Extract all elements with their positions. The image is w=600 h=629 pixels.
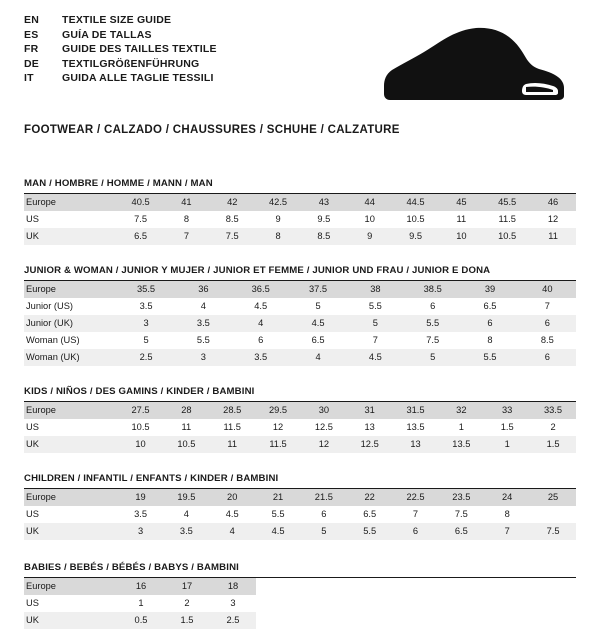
cell: 44.5 [393, 194, 439, 211]
cell: 44 [347, 194, 393, 211]
cell: 29.5 [255, 402, 301, 419]
table-row [24, 578, 256, 595]
row-label: Woman (US) [24, 332, 117, 349]
section-kids [24, 386, 576, 453]
table-row [24, 523, 576, 540]
cell: 21 [255, 489, 301, 506]
section-children [24, 473, 576, 540]
row-label: US [24, 211, 118, 228]
cell: 4.5 [255, 523, 301, 540]
cell: 28 [163, 402, 209, 419]
cell: 38.5 [404, 281, 461, 298]
language-row [24, 43, 217, 58]
table-row [24, 228, 576, 245]
language-row [24, 72, 217, 87]
cell: 5 [347, 315, 404, 332]
cell: 27.5 [118, 402, 164, 419]
cell: 13 [347, 419, 393, 436]
cell: 19 [118, 489, 164, 506]
cell: 8 [255, 228, 301, 245]
cell: 3 [118, 523, 164, 540]
cell: 8 [164, 211, 210, 228]
cell: 6.5 [118, 228, 164, 245]
cell: 8.5 [301, 228, 347, 245]
cell: 4.5 [347, 349, 404, 366]
cell: 1 [484, 436, 530, 453]
cell: 12.5 [347, 436, 393, 453]
cell: 6 [301, 506, 347, 523]
table-row [24, 349, 576, 366]
cell: 39 [461, 281, 518, 298]
cell: 4.5 [232, 298, 289, 315]
table-row [24, 612, 256, 629]
row-label: Europe [24, 281, 117, 298]
row-label: US [24, 595, 118, 612]
cell: 19.5 [163, 489, 209, 506]
size-table-children [24, 489, 576, 540]
cell: 3.5 [232, 349, 289, 366]
cell: 46 [530, 194, 576, 211]
section-babies [24, 562, 576, 629]
cell: 1.5 [164, 612, 210, 629]
cell: 12 [301, 436, 347, 453]
cell: 35.5 [117, 281, 174, 298]
table-row [24, 281, 576, 298]
cell: 5.5 [255, 506, 301, 523]
language-title: GUIDA ALLE TAGLIE TESSILI [62, 72, 214, 84]
row-label: Junior (US) [24, 298, 117, 315]
cell: 13.5 [393, 419, 439, 436]
table-row [24, 315, 576, 332]
language-code: DE [24, 57, 39, 70]
cell: 1.5 [484, 419, 530, 436]
cell: 6 [519, 315, 576, 332]
language-code: ES [24, 28, 39, 41]
cell: 11.5 [209, 419, 255, 436]
section-title: JUNIOR & WOMAN / JUNIOR Y MUJER / JUNIOR ET FEMME / JUNIOR UND FRAU / JUNIOR E DONA [24, 265, 576, 281]
cell: 5 [117, 332, 174, 349]
section-man [24, 178, 576, 245]
cell: 10 [438, 228, 484, 245]
cell: 7 [164, 228, 210, 245]
cell: 42.5 [255, 194, 301, 211]
language-title: TEXTILE SIZE GUIDE [62, 14, 172, 26]
cell: 8.5 [519, 332, 576, 349]
section-junior-woman [24, 265, 576, 366]
size-table-junior-woman [24, 281, 576, 366]
language-title: GUIDE DES TAILLES TEXTILE [62, 43, 217, 55]
cell: 36.5 [232, 281, 289, 298]
size-table-babies [24, 578, 256, 629]
cell: 45 [438, 194, 484, 211]
cell: 10.5 [484, 228, 530, 245]
cell: 6 [404, 298, 461, 315]
cell: 22.5 [393, 489, 439, 506]
cell: 2 [530, 419, 576, 436]
cell: 5 [301, 523, 347, 540]
cell: 3.5 [117, 298, 174, 315]
language-title-list [24, 14, 217, 87]
row-label: US [24, 419, 118, 436]
cell: 7 [484, 523, 530, 540]
row-label: Europe [24, 489, 118, 506]
cell: 11.5 [255, 436, 301, 453]
cell: 5.5 [175, 332, 232, 349]
cell: 3 [210, 595, 256, 612]
cell: 5.5 [461, 349, 518, 366]
cell: 18 [210, 578, 256, 595]
cell: 4 [289, 349, 346, 366]
row-label: Woman (UK) [24, 349, 117, 366]
cell: 4.5 [289, 315, 346, 332]
cell: 3.5 [175, 315, 232, 332]
cell: 3.5 [163, 523, 209, 540]
cell: 9 [347, 228, 393, 245]
cell: 9.5 [393, 228, 439, 245]
cell: 41 [164, 194, 210, 211]
cell: 23.5 [438, 489, 484, 506]
language-code: EN [24, 14, 39, 26]
cell: 12 [530, 211, 576, 228]
cell: 10.5 [163, 436, 209, 453]
cell: 3 [117, 315, 174, 332]
section-title: MAN / HOMBRE / HOMME / MANN / MAN [24, 178, 576, 194]
cell: 4 [232, 315, 289, 332]
cell: 6 [519, 349, 576, 366]
cell: 8 [461, 332, 518, 349]
cell: 11 [438, 211, 484, 228]
language-title: GUÍA DE TALLAS [62, 28, 152, 41]
cell: 31.5 [393, 402, 439, 419]
cell [530, 506, 576, 523]
cell: 6 [461, 315, 518, 332]
cell: 40.5 [118, 194, 164, 211]
cell: 1 [438, 419, 484, 436]
table-row [24, 489, 576, 506]
cell: 7 [519, 298, 576, 315]
row-label: Europe [24, 578, 118, 595]
cell: 1.5 [530, 436, 576, 453]
language-row [24, 58, 217, 73]
cell: 33.5 [530, 402, 576, 419]
cell: 2 [164, 595, 210, 612]
cell: 28.5 [209, 402, 255, 419]
cell: 2.5 [117, 349, 174, 366]
cell: 6 [393, 523, 439, 540]
cell: 21.5 [301, 489, 347, 506]
table-row [24, 332, 576, 349]
cell: 1 [118, 595, 164, 612]
table-row [24, 419, 576, 436]
table-row [24, 298, 576, 315]
cell: 11 [530, 228, 576, 245]
section-title: KIDS / NIÑOS / DES GAMINS / KINDER / BAMBINI [24, 386, 576, 402]
cell: 3 [175, 349, 232, 366]
cell: 6.5 [289, 332, 346, 349]
cell: 6.5 [461, 298, 518, 315]
cell: 13.5 [438, 436, 484, 453]
cell: 4.5 [209, 506, 255, 523]
row-label: UK [24, 612, 118, 629]
cell: 8 [484, 506, 530, 523]
cell: 4 [209, 523, 255, 540]
cell: 37.5 [289, 281, 346, 298]
row-label: UK [24, 228, 118, 245]
row-label: Junior (UK) [24, 315, 117, 332]
size-table-kids [24, 402, 576, 453]
document-header [24, 14, 576, 110]
cell: 17 [164, 578, 210, 595]
cell: 8.5 [209, 211, 255, 228]
cell: 45.5 [484, 194, 530, 211]
cell: 11 [209, 436, 255, 453]
cell: 5.5 [347, 298, 404, 315]
table-row [24, 436, 576, 453]
cell: 10 [347, 211, 393, 228]
cell: 10 [118, 436, 164, 453]
cell: 6.5 [347, 506, 393, 523]
cell: 9.5 [301, 211, 347, 228]
cell: 4 [175, 298, 232, 315]
cell: 9 [255, 211, 301, 228]
cell: 25 [530, 489, 576, 506]
cell: 30 [301, 402, 347, 419]
cell: 43 [301, 194, 347, 211]
cell: 0.5 [118, 612, 164, 629]
language-code: IT [24, 72, 34, 84]
cell: 5.5 [404, 315, 461, 332]
cell: 7.5 [530, 523, 576, 540]
dress-shoe-icon [376, 24, 566, 110]
table-row [24, 194, 576, 211]
language-row [24, 29, 217, 44]
cell: 32 [438, 402, 484, 419]
cell: 33 [484, 402, 530, 419]
language-title: TEXTILGRÖßENFÜHRUNG [62, 57, 200, 70]
row-label: UK [24, 523, 118, 540]
table-row [24, 402, 576, 419]
section-title: CHILDREN / INFANTIL / ENFANTS / KINDER / BAMBINI [24, 473, 576, 489]
cell: 11 [163, 419, 209, 436]
section-title: BABIES / BEBÉS / BÉBÉS / BABYS / BAMBINI [24, 562, 576, 578]
cell: 10.5 [393, 211, 439, 228]
cell: 7.5 [209, 228, 255, 245]
cell: 7 [393, 506, 439, 523]
language-title-list-body [24, 14, 217, 87]
cell: 6.5 [438, 523, 484, 540]
table-row [24, 506, 576, 523]
cell: 40 [519, 281, 576, 298]
row-label: US [24, 506, 118, 523]
language-code: FR [24, 43, 39, 55]
cell: 31 [347, 402, 393, 419]
cell: 42 [209, 194, 255, 211]
cell: 22 [347, 489, 393, 506]
cell: 5 [289, 298, 346, 315]
cell: 20 [209, 489, 255, 506]
cell: 12.5 [301, 419, 347, 436]
cell: 7.5 [118, 211, 164, 228]
row-label: UK [24, 436, 118, 453]
cell: 2.5 [210, 612, 256, 629]
cell: 24 [484, 489, 530, 506]
cell: 38 [347, 281, 404, 298]
cell: 3.5 [118, 506, 164, 523]
cell: 4 [163, 506, 209, 523]
cell: 36 [175, 281, 232, 298]
cell: 6 [232, 332, 289, 349]
cell: 12 [255, 419, 301, 436]
cell: 10.5 [118, 419, 164, 436]
cell: 7.5 [404, 332, 461, 349]
cell: 16 [118, 578, 164, 595]
cell: 7.5 [438, 506, 484, 523]
language-row [24, 14, 217, 29]
page-title: FOOTWEAR / CALZADO / CHAUSSURES / SCHUHE / CALZATURE [24, 124, 400, 136]
cell: 5 [404, 349, 461, 366]
row-label: Europe [24, 194, 118, 211]
size-table-man [24, 194, 576, 245]
cell: 7 [347, 332, 404, 349]
cell: 5.5 [347, 523, 393, 540]
row-label: Europe [24, 402, 118, 419]
table-row [24, 211, 576, 228]
cell: 13 [393, 436, 439, 453]
cell: 11.5 [484, 211, 530, 228]
table-row [24, 595, 256, 612]
